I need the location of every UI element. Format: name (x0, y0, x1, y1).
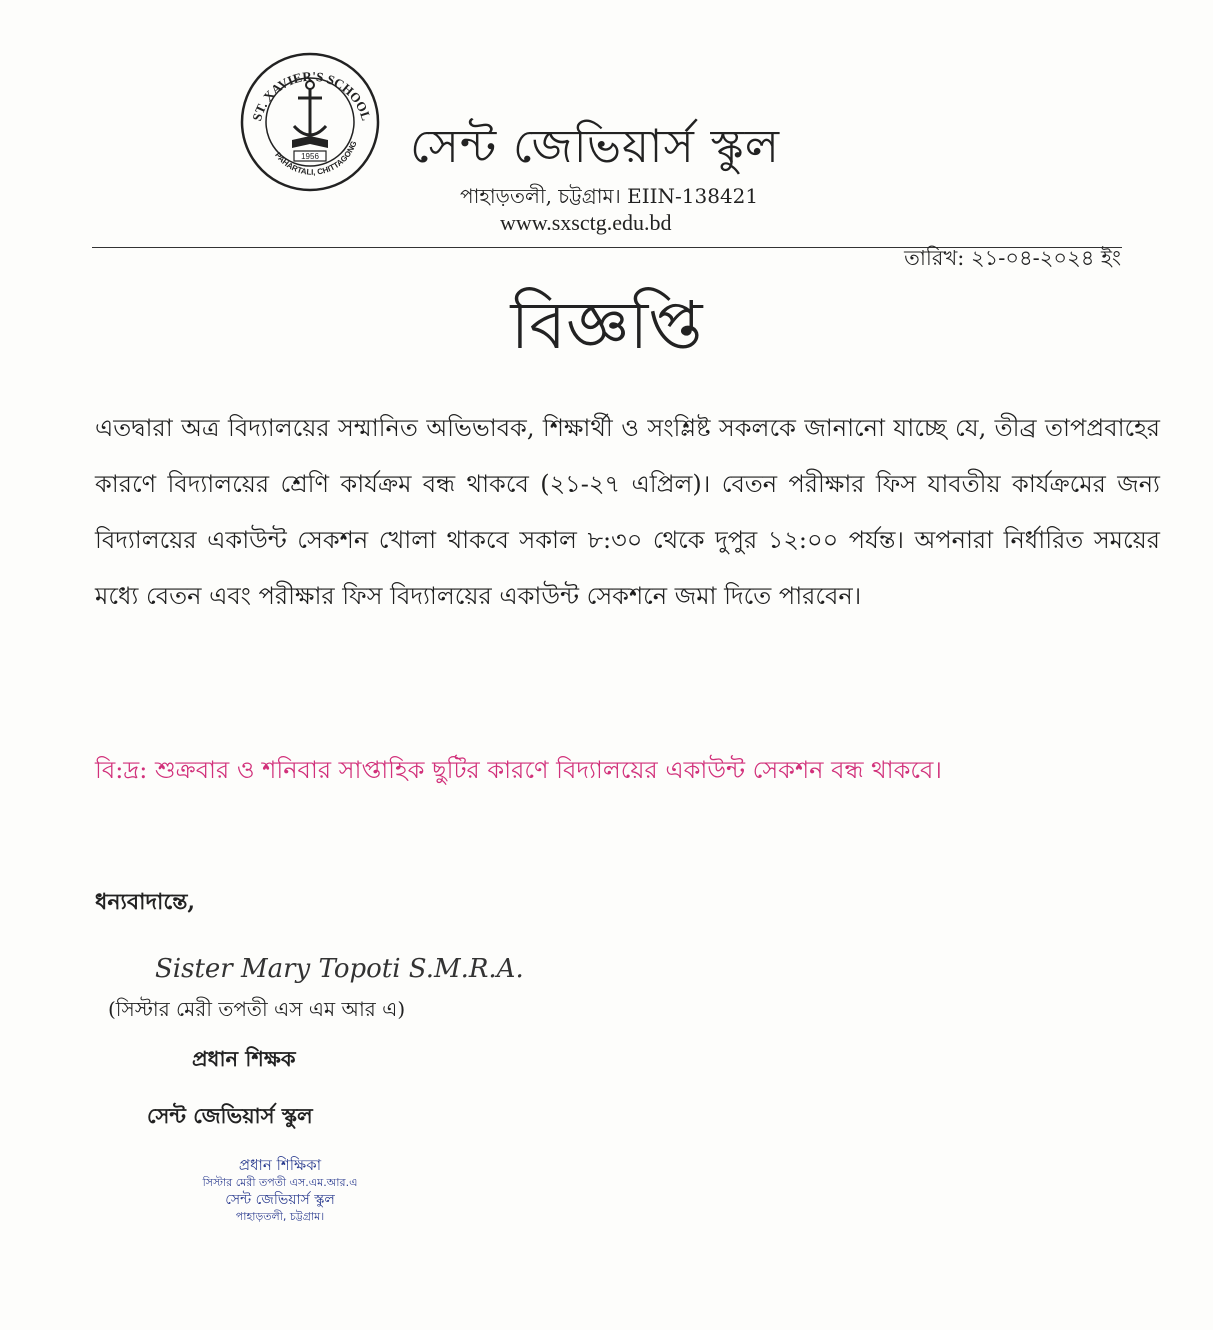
notice-body: এতদ্বারা অত্র বিদ্যালয়ের সম্মানিত অভিভাবক, শিক্ষার্থী ও সংশ্লিষ্ট সকলকে জানানো যাচ্ছে যে, তীব্র তাপপ্রবাহের কারণে বিদ্যালয়ের শ্রেণি কার্যক্রম বন্ধ থাকবে (২১-২৭ এপ্রিল)। বেতন পরীক্ষার ফিস যাবতীয় কার্যক্রমের জন্য বিদ্যালয়ের একাউন্ট সেকশন খোলা থাকবে সকাল ৮:৩০ থেকে দুপুর ১২:০০ পর্যন্ত। অপনারা নির্ধারিত সময়ের মধ্যে বেতন এবং পরীক্ষার ফিস বিদ্যালয়ের একাউন্ট সেকশনে জমা দিতে পারবেন। (95, 414, 1160, 610)
signer-school: সেন্ট জেভিয়ার্স স্কুল (147, 1103, 313, 1128)
school-address: পাহাড়তলী, চট্টগ্রাম। EIIN-138421 (460, 184, 759, 208)
stamp-line-title: প্রধান শিক্ষিকা (238, 1156, 322, 1174)
notice-date: তারিখ: ২১-০৪-২০২৪ ইং (904, 246, 1121, 270)
school-website: www.sxsctg.edu.bd (500, 210, 672, 235)
signer-designation: প্রধান শিক্ষক (192, 1046, 296, 1071)
notice-title: বিজ্ঞপ্তি (510, 287, 703, 364)
closing-text: ধন্যবাদান্তে, (95, 889, 196, 915)
school-name: সেন্ট জেভিয়ার্স স্কুল (410, 119, 780, 173)
signer-name: (সিস্টার মেরী তপতী এস এম আর এ) (108, 997, 406, 1021)
handwritten-signature (150, 945, 600, 995)
school-seal-icon (238, 48, 383, 193)
logo-ring-text: ST. XAVIER'S SCHOOL (249, 68, 374, 123)
notice-note: বি:দ্র: শুক্রবার ও শনিবার সাপ্তাহিক ছুটির কারণে বিদ্যালয়ের একাউন্ট সেকশন বন্ধ থাকবে। (95, 756, 942, 784)
official-stamp (150, 1155, 410, 1225)
svg-text:ST. XAVIER'S SCHOOL (249, 68, 374, 122)
stamp-line-school: সেন্ট জেভিয়ার্স স্কুল (225, 1192, 335, 1208)
signature-text: Sister Mary Topoti S.M.R.A. (155, 954, 524, 984)
stamp-line-address: পাহাড়তলী, চট্টগ্রাম। (235, 1210, 325, 1223)
logo-lower-text: PAHARTALI, CHITTAGONG (273, 139, 359, 177)
stamp-line-name: সিস্টার মেরী তপতী এস.এম.আর.এ (202, 1176, 358, 1189)
logo-year: 1956 (301, 152, 319, 161)
